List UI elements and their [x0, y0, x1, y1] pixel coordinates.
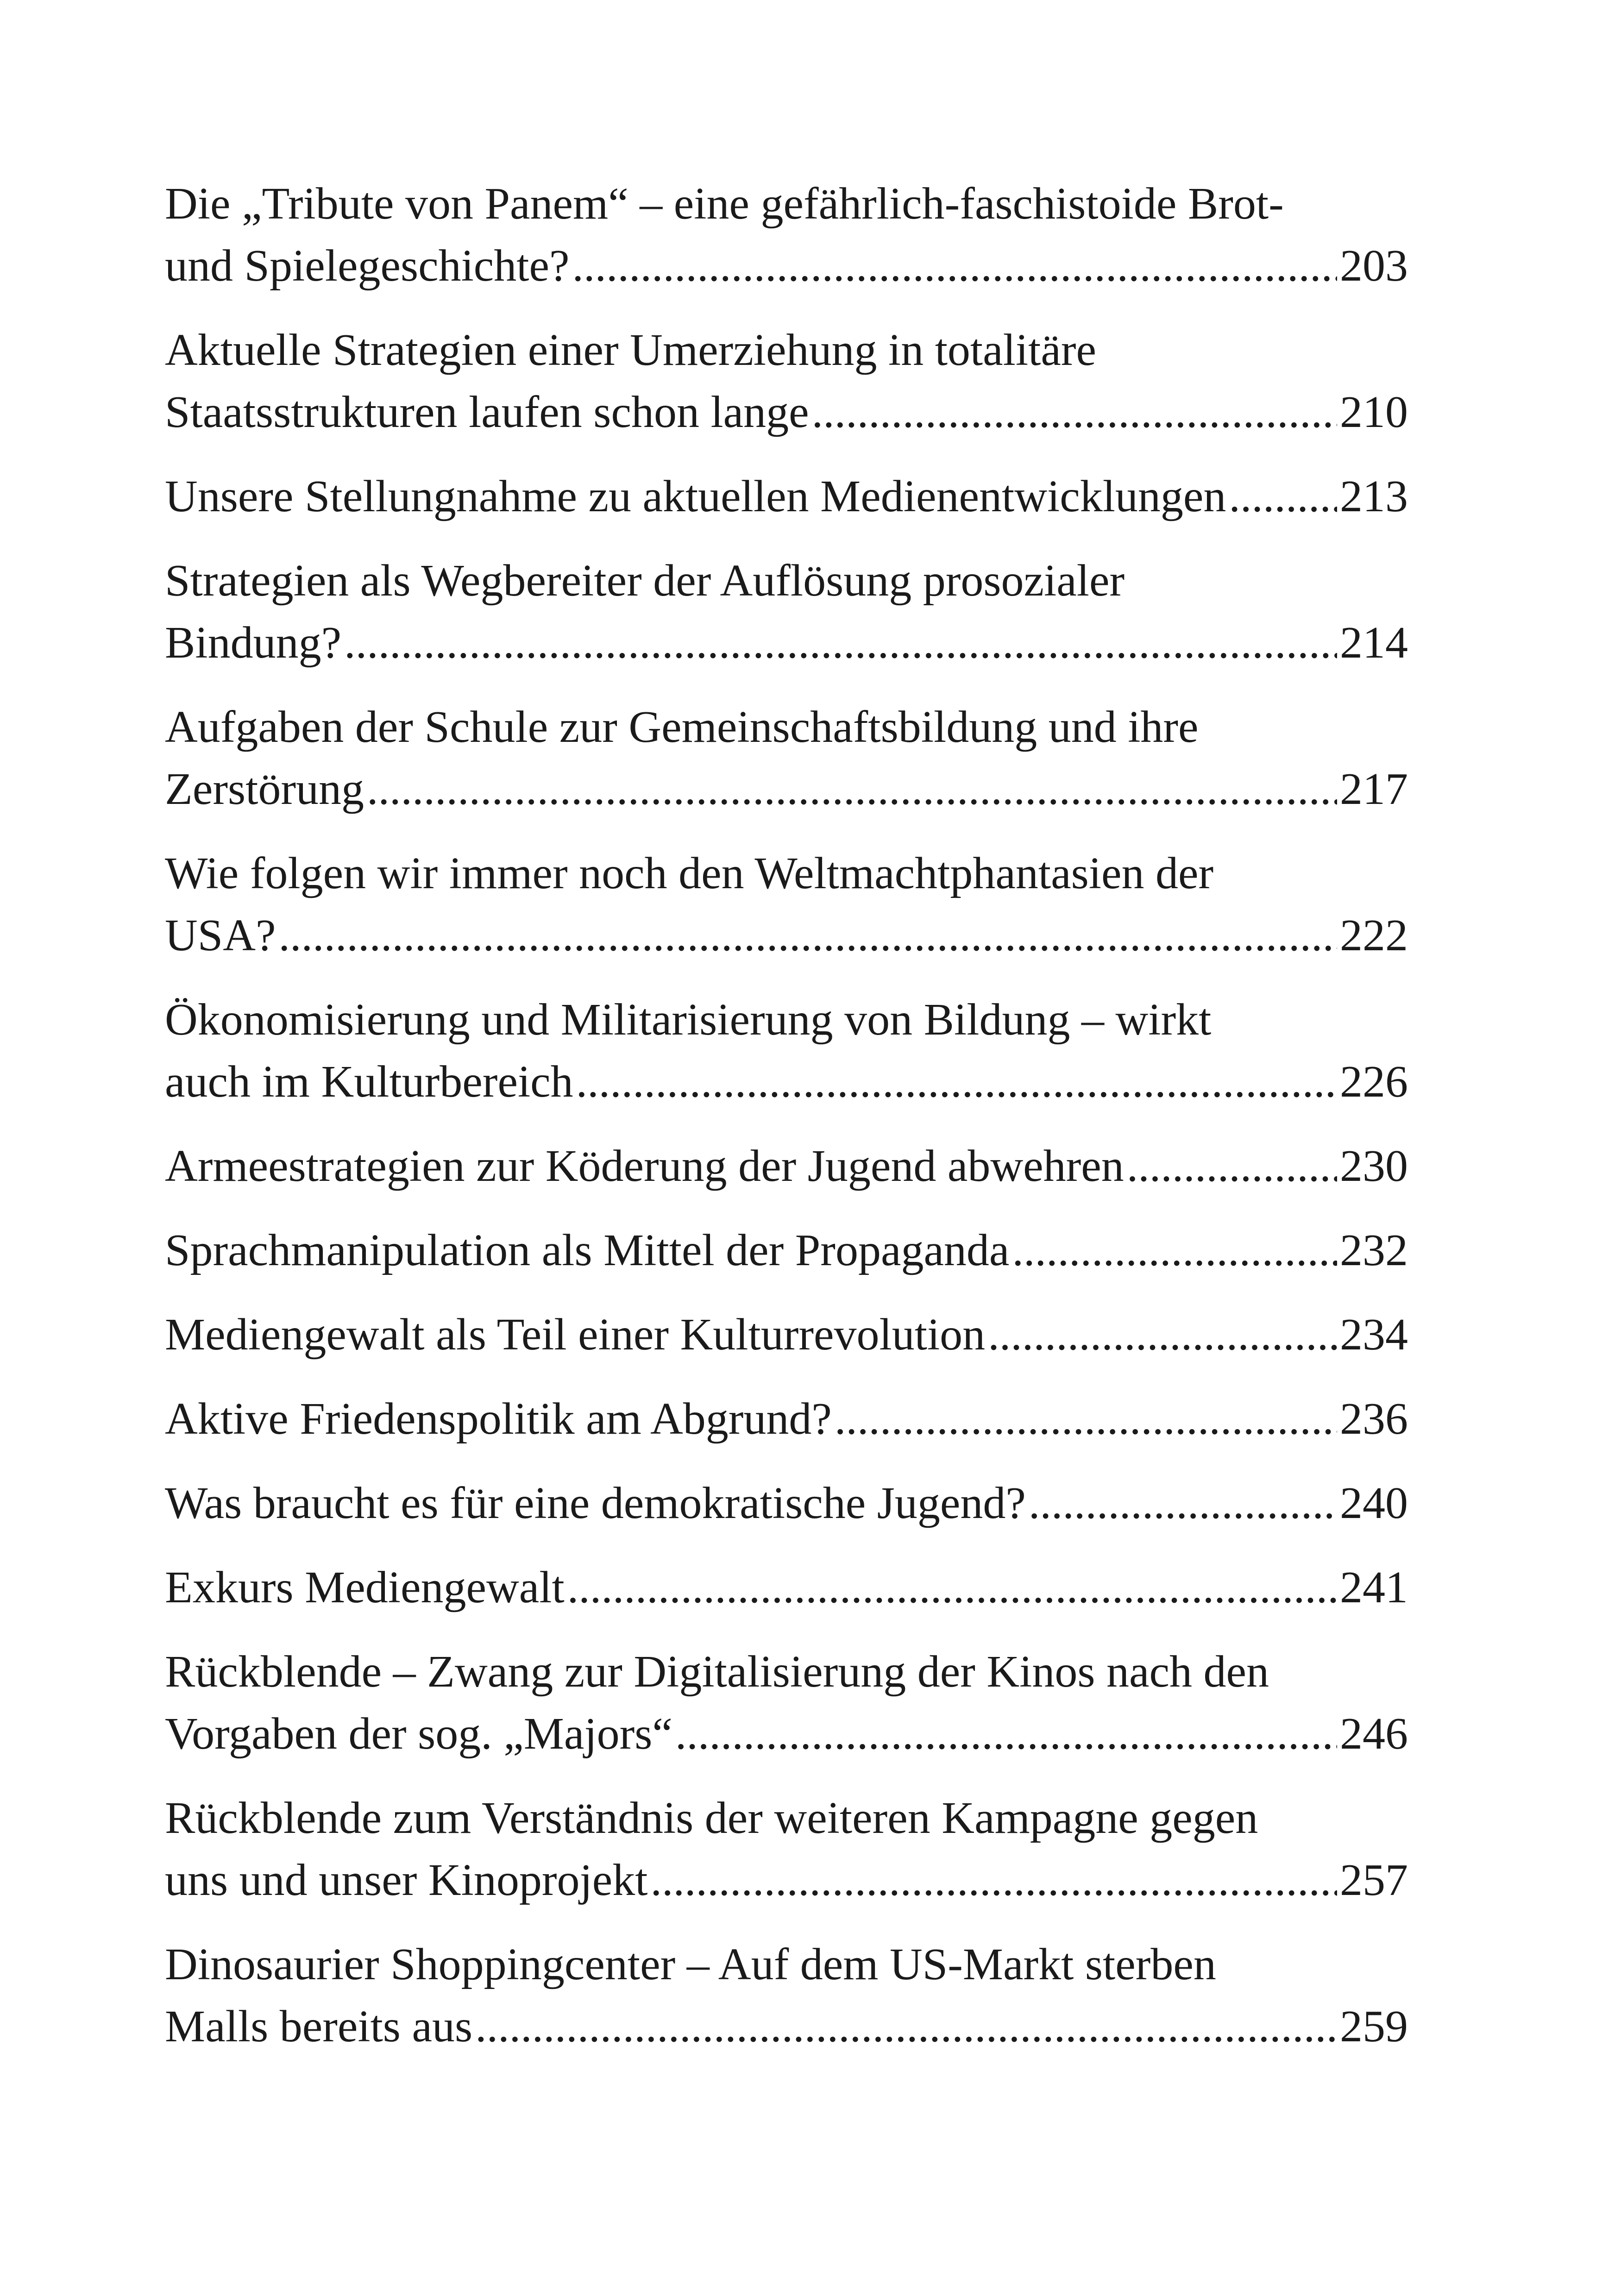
- toc-entry-title-line-2: Bindung?: [165, 618, 342, 668]
- table-of-contents: [165, 173, 1408, 2080]
- toc-page-number: 241: [1340, 1562, 1408, 1612]
- toc-entry: [165, 1219, 1408, 1281]
- toc-entry: [165, 1556, 1408, 1618]
- dot-leader: [835, 1388, 1337, 1450]
- toc-page-number: 232: [1340, 1225, 1408, 1275]
- toc-entry-title-line-1: Dinosaurier Shoppingcenter – Auf dem US-Markt sterben: [165, 1939, 1216, 1989]
- toc-entry-title-line-1: Rückblende zum Verständnis der weiteren Kampagne gegen: [165, 1793, 1258, 1843]
- toc-entry-title-line-1: Aufgaben der Schule zur Gemeinschaftsbildung und ihre: [165, 702, 1199, 752]
- dot-leader: [279, 904, 1337, 966]
- toc-page-number: 257: [1340, 1855, 1408, 1905]
- dot-leader: [475, 1995, 1337, 2058]
- toc-entry: [165, 1641, 1408, 1765]
- toc-entry-title-line-2: auch im Kulturbereich: [165, 1057, 573, 1107]
- toc-entry-title: Exkurs Mediengewalt: [165, 1562, 565, 1612]
- toc-entry-title: Armeestrategien zur Köderung der Jugend abwehren: [165, 1141, 1124, 1191]
- toc-entry: [165, 1472, 1408, 1534]
- dot-leader: [1127, 1135, 1337, 1197]
- toc-entry: [165, 550, 1408, 674]
- dot-leader: [988, 1304, 1337, 1366]
- dot-leader: [812, 381, 1337, 443]
- toc-entry-title-line-2: Zerstörung: [165, 764, 364, 814]
- toc-entry-title-line-2: Malls bereits aus: [165, 2001, 473, 2051]
- dot-leader: [675, 1703, 1337, 1765]
- toc-entry-title: Aktive Friedenspolitik am Abgrund?: [165, 1394, 832, 1444]
- toc-page-number: 226: [1340, 1057, 1408, 1107]
- dot-leader: [344, 612, 1337, 674]
- dot-leader: [1012, 1219, 1337, 1281]
- toc-entry-title-line-1: Strategien als Wegbereiter der Auflösung prosozialer: [165, 556, 1125, 606]
- toc-entry: [165, 1787, 1408, 1911]
- toc-entry-title-line-2: Vorgaben der sog. „Majors“: [165, 1709, 672, 1759]
- toc-entry-title-line-2: uns und unser Kinoprojekt: [165, 1855, 648, 1905]
- toc-entry-title-line-1: Aktuelle Strategien einer Umerziehung in totalitäre: [165, 325, 1096, 375]
- toc-entry: [165, 1933, 1408, 2058]
- toc-entry-title: Sprachmanipulation als Mittel der Propaganda: [165, 1225, 1010, 1275]
- toc-entry-title-line-2: und Spielegeschichte?: [165, 241, 570, 291]
- toc-entry-title-line-2: USA?: [165, 910, 276, 960]
- dot-leader: [567, 1556, 1337, 1618]
- toc-entry: [165, 319, 1408, 443]
- toc-entry-title: Mediengewalt als Teil einer Kulturrevolution: [165, 1310, 986, 1360]
- toc-page-number: 230: [1340, 1141, 1408, 1191]
- toc-entry: [165, 842, 1408, 966]
- dot-leader: [572, 235, 1337, 297]
- toc-page-number: 203: [1340, 241, 1408, 291]
- toc-page-number: 217: [1340, 764, 1408, 814]
- toc-entry: [165, 1388, 1408, 1450]
- toc-entry: [165, 696, 1408, 820]
- toc-page-number: 246: [1340, 1709, 1408, 1759]
- toc-page-number: 213: [1340, 471, 1408, 521]
- toc-page-number: 210: [1340, 387, 1408, 437]
- toc-page-number: 240: [1340, 1478, 1408, 1528]
- toc-page-number: 236: [1340, 1394, 1408, 1444]
- toc-entry: [165, 1135, 1408, 1197]
- toc-entry-title-line-1: Die „Tribute von Panem“ – eine gefährlich-faschistoide Brot-: [165, 179, 1284, 229]
- toc-entry: [165, 173, 1408, 297]
- toc-page-number: 214: [1340, 618, 1408, 668]
- toc-entry: [165, 465, 1408, 527]
- toc-entry-title-line-1: Rückblende – Zwang zur Digitalisierung der Kinos nach den: [165, 1647, 1269, 1697]
- dot-leader: [576, 1051, 1337, 1113]
- toc-entry-title: Was braucht es für eine demokratische Jugend?: [165, 1478, 1026, 1528]
- toc-entry-title-line-2: Staatsstrukturen laufen schon lange: [165, 387, 809, 437]
- toc-entry: [165, 989, 1408, 1113]
- dot-leader: [651, 1849, 1338, 1911]
- dot-leader: [1029, 1472, 1337, 1534]
- toc-entry-title-line-1: Wie folgen wir immer noch den Weltmachtphantasien der: [165, 848, 1214, 898]
- toc-page-number: 259: [1340, 2001, 1408, 2051]
- toc-page-number: 222: [1340, 910, 1408, 960]
- dot-leader: [1229, 465, 1337, 527]
- toc-entry: [165, 1304, 1408, 1366]
- toc-page-number: 234: [1340, 1310, 1408, 1360]
- toc-entry-title: Unsere Stellungnahme zu aktuellen Medienentwicklungen: [165, 471, 1226, 521]
- toc-entry-title-line-1: Ökonomisierung und Militarisierung von Bildung – wirkt: [165, 995, 1212, 1045]
- dot-leader: [367, 758, 1337, 820]
